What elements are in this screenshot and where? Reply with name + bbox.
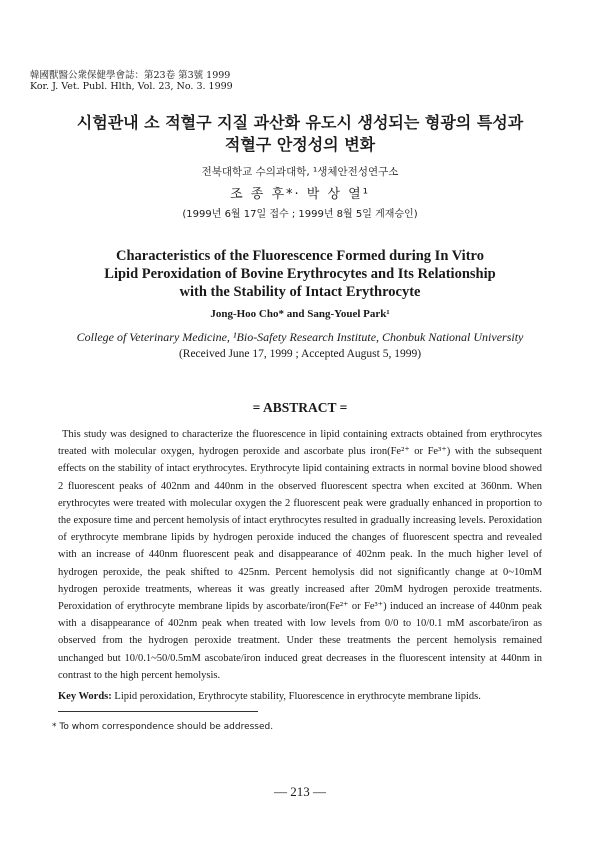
korean-authors: 조 종 후*· 박 상 열¹ [230, 187, 370, 202]
abstract-heading: = ABSTRACT = [252, 400, 348, 415]
english-received-date: (Received June 17, 1999 ; Accepted August 5, 1999) [178, 348, 422, 360]
english-title-line-2: Lipid Peroxidation of Bovine Erythrocytes and Its Relationship [104, 266, 496, 282]
english-title-line-3: with the Stability of Intact Erythrocyte [179, 284, 421, 300]
journal-line-english: Kor. J. Vet. Publ. Hlth, Vol. 23, No. 3. 1999 [30, 81, 233, 92]
korean-title-line-1: 시험관내 소 적혈구 지질 과산화 유도시 생성되는 형광의 특성과 [76, 113, 524, 132]
footnote-divider [58, 711, 258, 712]
korean-received-date: (1999년 6월 17일 접수 ; 1999년 8월 5일 게재승인) [182, 209, 418, 220]
journal-line-korean: 韓國獸醫公衆保健學會誌：第23卷 第3號 1999 [30, 70, 231, 81]
korean-affiliation: 전북대학교 수의과대학, ¹생체안전성연구소 [201, 166, 399, 178]
page-number: — 213 — [274, 784, 326, 799]
english-title-line-1: Characteristics of the Fluorescence Formed during In Vitro [116, 248, 484, 264]
keywords-label: Key Words: [58, 691, 112, 702]
korean-title [0, 112, 600, 156]
journal-header [30, 70, 233, 92]
keywords-text: Lipid peroxidation, Erythrocyte stability, Fluorescence in erythrocyte membrane lipids. [114, 691, 481, 702]
abstract-body: This study was designed to characterize the fluorescence in lipid containing extracts obtained from erythrocytes treated with molecular oxygen, hydrogen peroxide and ascorbate plus iron(Fe²⁺ or Fe³⁺) with the subsequent effects on the stability of intact erythrocytes. Erythrocyte lipid containing extracts in normal bovine blood showed 2 fluorescent peaks of 402nm and 440nm in the observed fluorescent spectra when excited at 360nm. When erythrocytes were treated with molecular oxygen the 2 fluorescent peak were gradually enhanced in proportion to the exposure time and percent hemolysis of intact erythrocytes resulted in gradually increasing levels. Peroxidation of erythrocyte membrane lipids by hydrogen peroxide induced the changes of fluorescent spectra and revealed with an increase of 440nm fluorescent peak and disappearance of 402nm peak. In the much higher level of hydrogen peroxide, the peak shifted to 425nm. Percent hemolysis did not significantly change at 0~10mM hydrogen peroxide treatments, whereas it was greatly increased after 20mM hydrogen peroxide treatments. Peroxidation of erythrocyte membrane lipids by ascorbate/iron(Fe²⁺ or Fe³⁺) induced an increase of 440nm peak with a disappearance of 402nm peak when treated with low levels from 0/0 to 10/0.1 mM ascorbate/iron as observed from the hydrogen peroxide treatment. Under these treatments the percent hemolysis remained unchanged but 10/0.1~50/0.5mM ascobate/iron induced great decreases in the fluorescent intensity at 440nm in contrast to the high percent hemolysis. [58, 429, 542, 681]
english-authors: Jong-Hoo Cho* and Sang-Youel Park¹ [210, 308, 390, 320]
keywords [58, 690, 542, 704]
korean-title-line-2: 적혈구 안정성의 변화 [224, 135, 376, 154]
english-title [0, 247, 600, 301]
english-affiliation: College of Veterinary Medicine, ¹Bio-Safety Research Institute, Chonbuk National University [76, 330, 524, 344]
correspondence-footnote: * To whom correspondence should be addressed. [52, 722, 274, 732]
